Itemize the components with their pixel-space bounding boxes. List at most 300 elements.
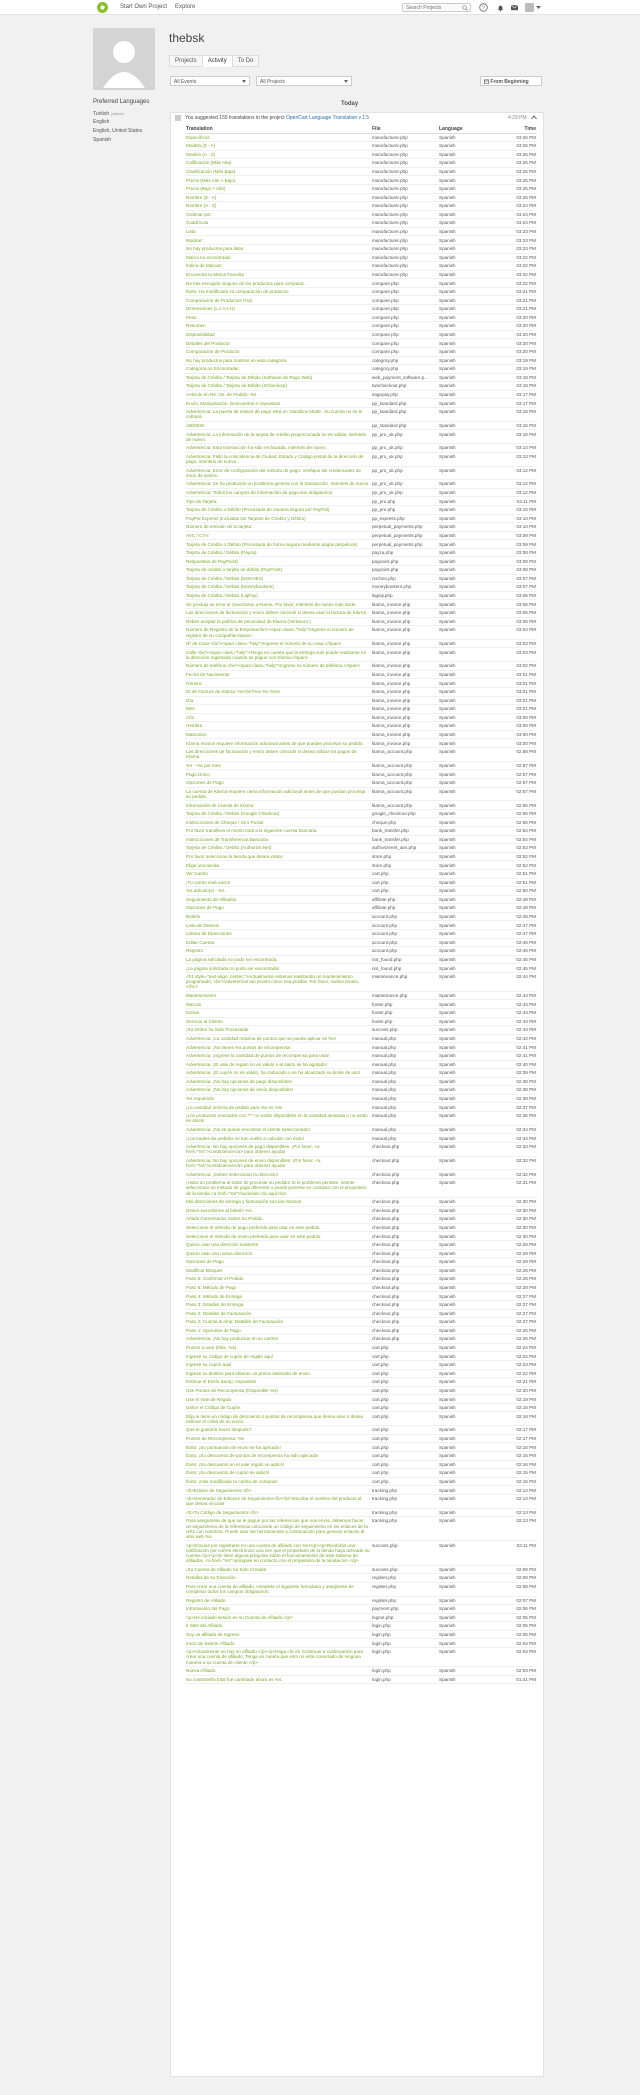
- translation-time: 02:57 PM: [498, 761, 537, 770]
- language-name: Spanish: [438, 722, 498, 731]
- file-name: pp_standard.php: [371, 408, 438, 422]
- table-row: [185, 818, 537, 827]
- translation-link[interactable]: ¡La página solicitada no pudo ser encontrada!: [185, 964, 371, 973]
- translation-link[interactable]: ¡Los totales de pedidos se han vuelto a calcular con éxito!: [185, 1134, 371, 1143]
- table-row: [185, 339, 537, 348]
- translation-time: 03:01 PM: [498, 687, 537, 696]
- translation-link[interactable]: Tarjeta de Crédito / Débito (NOCHEX): [185, 574, 371, 583]
- translation-link[interactable]: ¡La cantidad mínima de pedido para %s es %s!: [185, 1103, 371, 1112]
- translation-link[interactable]: Tarjeta de Crédito o Débito (Procesada de forma segura mediante pagos perpetuos): [185, 540, 371, 549]
- translation-link[interactable]: Nombre (Z - A): [185, 193, 371, 202]
- translation-link[interactable]: Por favor transfiera el monto total a la siguiente cuenta bancaria.: [185, 827, 371, 836]
- avatar-placeholder-icon: [93, 28, 155, 90]
- translation-link[interactable]: Mostrar:: [185, 236, 371, 245]
- translation-link[interactable]: Modificar Bloques: [185, 1266, 371, 1275]
- tab-to-do[interactable]: To Do: [232, 55, 260, 67]
- translation-time: 03:26 PM: [498, 133, 537, 142]
- translation-link[interactable]: Encuentra tu Marca Favorita: [185, 270, 371, 279]
- translation-link[interactable]: Marcas: [185, 1000, 371, 1009]
- search-icon[interactable]: [462, 5, 468, 11]
- file-name: manual.php: [371, 1034, 438, 1043]
- table-row: [185, 262, 537, 271]
- translation-link[interactable]: Editar Cuenta: [185, 938, 371, 947]
- table-row: [185, 679, 537, 688]
- language-name: Spanish: [438, 1434, 498, 1443]
- file-name: checkout.php: [371, 1249, 438, 1258]
- translation-link[interactable]: ¡Tu carrito está vacío!: [185, 878, 371, 887]
- translation-link[interactable]: Paso 6: Confirmar el Pedido: [185, 1275, 371, 1284]
- translation-link[interactable]: Peso: [185, 313, 371, 322]
- translation-time: 02:16 PM: [498, 1460, 537, 1469]
- translation-link[interactable]: Ingrese su cupón aquí: [185, 1361, 371, 1370]
- translation-link[interactable]: No has escogido ninguno de los productos para comparar.: [185, 279, 371, 288]
- translation-link[interactable]: ID de Factura de Klarna: %s<br/>%s %s.%s%: [185, 687, 371, 696]
- translation-link[interactable]: Fecha de Nacimiento: [185, 670, 371, 679]
- translation-link[interactable]: Cuadrícula: [185, 219, 371, 228]
- file-name: checkout.php: [371, 1326, 438, 1335]
- translation-link[interactable]: Calle <br/><span class="help">Tenga en cuenta que la entrega solo puede realizarse en la dirección registrada cuando se pague con Klarna.</span>: [185, 648, 371, 662]
- language-name: Spanish: [438, 1043, 498, 1052]
- logo-icon[interactable]: [97, 2, 108, 13]
- table-row: [185, 761, 537, 770]
- translation-link[interactable]: Quiero usar una dirección existente: [185, 1240, 371, 1249]
- translation-time: 03:01 PM: [498, 670, 537, 679]
- translation-link[interactable]: Inicio de Sesión Afiliado: [185, 1639, 371, 1648]
- chevron-down-icon[interactable]: [536, 6, 541, 10]
- translation-link[interactable]: Ordenar por:: [185, 210, 371, 219]
- translation-link[interactable]: Calificación (Más Alta): [185, 159, 371, 168]
- file-name: cart.php: [371, 1452, 438, 1461]
- table-row: [185, 722, 537, 731]
- translation-link[interactable]: Éxito: ¡Su puntuación de envío se ha aplicado!: [185, 1443, 371, 1452]
- translation-link[interactable]: Paso 2: Detalles de Facturación: [185, 1309, 371, 1318]
- mail-icon[interactable]: [510, 3, 519, 12]
- translation-link[interactable]: Clasificación (Más Baja): [185, 167, 371, 176]
- translation-link[interactable]: Resumen: [185, 322, 371, 331]
- translation-time: 03:12 PM: [498, 466, 537, 480]
- profile-page: [93, 15, 544, 2095]
- translation-link[interactable]: Puntos de Recompensa: %s: [185, 1434, 371, 1443]
- translation-link[interactable]: Específicos: [185, 133, 371, 142]
- search-input[interactable]: [403, 4, 459, 11]
- translation-link[interactable]: Número de emisión de la tarjeta:: [185, 523, 371, 532]
- table-row: [185, 557, 537, 566]
- translation-link[interactable]: Puntos a usar (Máx. %s): [185, 1343, 371, 1352]
- language-name: Spanish: [438, 852, 498, 861]
- translation-link[interactable]: Paso 1: Opciones de Pago: [185, 1326, 371, 1335]
- language-name: Spanish: [438, 1541, 498, 1565]
- language-name: Spanish: [438, 1170, 498, 1179]
- events-select[interactable]: [170, 76, 250, 86]
- language-name: Spanish: [438, 1596, 498, 1605]
- translation-link[interactable]: ¡Los productos marcados con *** no están disponibles en la cantidad deseada o no están en stock!: [185, 1111, 371, 1125]
- translation-link[interactable]: %s requerido!: [185, 1094, 371, 1103]
- translation-time: 02:16 PM: [498, 1452, 537, 1461]
- translation-link[interactable]: Use Puntos de Recompensa (Disponible %s): [185, 1386, 371, 1395]
- translation-link[interactable]: <h1 style="text-align: center;">Actualmente estamos realizando un mantenimiento programado. <br/>Volveremos tan pronto como sea posible. Por favor, vuelva pronto.</h1>: [185, 972, 371, 991]
- translation-link[interactable]: Instrucciones de Cheque / Giro Postal: [185, 818, 371, 827]
- translation-time: 02:42 PM: [498, 1034, 537, 1043]
- file-name: manual.php: [371, 1077, 438, 1086]
- translation-link[interactable]: Advertencia: ¡No hay productos en su carrito!: [185, 1335, 371, 1344]
- translation-link[interactable]: Dimensiones (L x A x H): [185, 305, 371, 314]
- translation-link[interactable]: Ingrese su código de cupón de regalo aquí: [185, 1352, 371, 1361]
- translation-link[interactable]: Ingrese su destino para obtener un precio estimado de envío.: [185, 1369, 371, 1378]
- translation-link[interactable]: Disponibilidad: [185, 330, 371, 339]
- table-row: [185, 687, 537, 696]
- translation-link[interactable]: Opciones de Pago: [185, 1258, 371, 1267]
- translation-time: 02:29 PM: [498, 1240, 537, 1249]
- translation-link[interactable]: Marca no encontrada!: [185, 253, 371, 262]
- translation-link[interactable]: Tarjeta de crédito o tarjeta de débito (PayPoint): [185, 566, 371, 575]
- translation-link[interactable]: Modelo (A - Z): [185, 150, 371, 159]
- translation-link[interactable]: Elige una tienda: [185, 861, 371, 870]
- translation-link[interactable]: Qué le gustaría hacer después?: [185, 1426, 371, 1435]
- translation-link[interactable]: Nº de Casa <br/><span class="help">Ingrese el número de su casa.</span>: [185, 639, 371, 648]
- translation-link[interactable]: Tarjeta de Crédito / Débito (Authorize.Net): [185, 844, 371, 853]
- translation-link[interactable]: Paso 2: Cuenta & amp; Detalles de Facturación: [185, 1318, 371, 1327]
- translation-link[interactable]: Éxito: ¡Su descuento de cupón se aplicó!: [185, 1469, 371, 1478]
- translation-link[interactable]: Advertencia: ¡Debes seleccionar la dirección!: [185, 1170, 371, 1179]
- table-row: [185, 1469, 537, 1478]
- chevron-up-icon[interactable]: [531, 115, 537, 120]
- table-row: [185, 365, 537, 374]
- column-header-time: Time: [498, 125, 537, 133]
- table-row: [185, 809, 537, 818]
- translation-link[interactable]: Mantenimiento: [185, 991, 371, 1000]
- translation-link[interactable]: Para asegurarse de que se le pague por las referencias que nos envía, debemos hacer un seguimiento de la referencia colocando un código de seguimiento en los enlaces de la URL con nosotros. Puede usar las herramientas a continuación para generar enlaces al sitio web %s.: [185, 1517, 371, 1541]
- translation-link[interactable]: Debes aceptar la política de privacidad de Klarna (Ver&euro;): [185, 617, 371, 626]
- tab-activity[interactable]: Activity: [202, 55, 233, 67]
- language-name: Spanish: [438, 488, 498, 497]
- file-name: cart.php: [371, 1443, 438, 1452]
- translation-link[interactable]: Año: [185, 713, 371, 722]
- table-row: [185, 778, 537, 787]
- language-name: Spanish: [438, 523, 498, 532]
- table-row: [185, 1675, 537, 1684]
- translation-time: 02:43 PM: [498, 1026, 537, 1035]
- translation-link[interactable]: Mes: [185, 705, 371, 714]
- translation-link[interactable]: Información de Cuenta de Klarna: [185, 801, 371, 810]
- translation-link[interactable]: Advertencia: ¡No se puede encontrar el cliente seleccionado!: [185, 1125, 371, 1134]
- translation-link[interactable]: Advertencia: Todos los campos de información de pago son obligatorios.: [185, 488, 371, 497]
- translation-link[interactable]: Tarjeta de Crédito o Débito (Procesada de manera segura por PayPal): [185, 506, 371, 515]
- translation-link[interactable]: Éxito: Ha modificado su comparación de producto!: [185, 287, 371, 296]
- translation-link[interactable]: Las direcciones de facturación y envío deben coincidir si desea usar la factura de Klarna: [185, 608, 371, 617]
- language-name: Spanish: [438, 1565, 498, 1574]
- file-name: klarna_account.php: [371, 801, 438, 810]
- translation-link[interactable]: Advertencia: La puerta de enlace de pago está en 'Sandbox Mode'. Su cuenta no se le cobrará.: [185, 408, 371, 422]
- tab-projects[interactable]: Projects: [169, 55, 203, 67]
- table-row: [185, 1426, 537, 1435]
- translation-time: 02:46 PM: [498, 947, 537, 956]
- translation-link[interactable]: Comparación de Productos (%s): [185, 296, 371, 305]
- translation-link[interactable]: Lista: [185, 227, 371, 236]
- language-name: Spanish: [438, 1266, 498, 1275]
- file-name: manual.php: [371, 1069, 438, 1078]
- language-name: Spanish: [438, 1477, 498, 1486]
- nav-start-own-project[interactable]: Start Own Project: [120, 4, 168, 10]
- translation-link[interactable]: Detalles del Producto: [185, 339, 371, 348]
- translation-link[interactable]: <p>Actualmente no hay un afiliado.</p><p>Haga clic en Continuar a continuación para crear una cuenta de afiliado. Tenga en cuenta que esto no está conectado de ninguna manera a su cuenta de cliente.</p>: [185, 1648, 371, 1667]
- translation-link[interactable]: %s - %s por mes: [185, 761, 371, 770]
- translation-link[interactable]: La página solicitada no pudo ser encontrada.: [185, 955, 371, 964]
- table-row: [185, 322, 537, 331]
- top-bar: [0, 0, 640, 15]
- language-name: Spanish: [438, 648, 498, 662]
- translation-time: 02:14 PM: [498, 1494, 537, 1508]
- chevron-down-icon: [344, 80, 348, 83]
- language-name: Spanish: [438, 540, 498, 549]
- translation-link[interactable]: Las direcciones de facturación y envío deben coincidir si desea utilizar los pagos de Klarna: [185, 748, 371, 762]
- translation-link[interactable]: Tipo de Tarjeta:: [185, 497, 371, 506]
- translation-time: 02:21 PM: [498, 1378, 537, 1387]
- file-name: store.php: [371, 852, 438, 861]
- file-name: account.php: [371, 947, 438, 956]
- projects-select-value: All Projects: [260, 79, 286, 85]
- translation-link[interactable]: AB/DEW: [185, 421, 371, 430]
- translation-link[interactable]: Paso 5: Método de Pago: [185, 1283, 371, 1292]
- translation-link[interactable]: Advertencia: Se ha producido un problema general con la transacción. Inténtelo de nuevo.: [186, 481, 370, 487]
- translation-link[interactable]: Advertencia: ¡No hay opciones de pago disponibles!: [185, 1077, 371, 1086]
- translation-link[interactable]: <p>Gracias por registrarte en una cuenta de afiliado con %s!</p><p>Recibirás una notificación por correo electrónico una vez que el propietario de la tienda haya activado su cuenta.</p><p>Si tiene alguna pregunta sobre el funcionamiento de este sistema de afiliados, <a href="%s">póngase en contacto con el propietario de la tienda</a>.</p>: [186, 1542, 370, 1564]
- translation-link[interactable]: %s artículo(s) - %s: [185, 887, 371, 896]
- translation-link[interactable]: Advertencia: No hay opciones de pago disponibles. ¡Por favor, <a href="%s">contáctenos</a> para obtener ayuda!: [185, 1142, 371, 1156]
- translation-link[interactable]: Boletín: [185, 912, 371, 921]
- language-name: Spanish: [438, 339, 498, 348]
- language-name: Spanish: [438, 245, 498, 254]
- translation-time: 03:25 PM: [498, 176, 537, 185]
- translation-time: 02:26 PM: [498, 1326, 537, 1335]
- table-row: [185, 1622, 537, 1631]
- table-row: [185, 279, 537, 288]
- translation-link[interactable]: Pago Único: [185, 770, 371, 779]
- translation-link[interactable]: Advertencia: Error de configuración del método de pago. Verifique las credenciales de inicio de sesión.: [185, 466, 371, 480]
- search-box[interactable]: [402, 3, 471, 12]
- translation-link[interactable]: Extras: [185, 1009, 371, 1018]
- help-icon[interactable]: [479, 3, 488, 12]
- language-name: Spanish: [438, 626, 498, 640]
- translation-link[interactable]: Estimar el Envío &amp; Impuestos: [185, 1378, 371, 1387]
- translation-link[interactable]: Éxito: ¡Has modificado tu carrito de compras!: [185, 1477, 371, 1486]
- nav-explore[interactable]: Explore: [175, 4, 196, 10]
- language-name: Spanish: [438, 150, 498, 159]
- translation-link[interactable]: Advertencia: ¡No tienes %s puntos de recompensa!: [185, 1043, 371, 1052]
- translation-link[interactable]: Añadir Comentarios Sobre Su Pedido: [185, 1215, 371, 1224]
- file-name: login.php: [371, 1667, 438, 1676]
- translation-link[interactable]: Número de Registro de la Empresa<br/><span class="help">Ingrese el número de registro de su compañía</span>: [185, 626, 371, 640]
- translation-link[interactable]: <b>Generador de Enlaces de Seguimiento</b><br/>Escriba el nombre del producto al que desea vincular: [185, 1494, 371, 1508]
- translation-link[interactable]: Su contraseña total fue cambiado ahora es %s.: [185, 1675, 371, 1684]
- translation-link[interactable]: Instrucciones de Transferencia Bancaria: [185, 835, 371, 844]
- translation-link[interactable]: Nombre (A - Z): [185, 202, 371, 211]
- profile-username: thebsk: [169, 31, 205, 45]
- translation-link[interactable]: Klarna Invoice requiere información adicional antes de que pueden procesar su pedido.: [185, 739, 371, 748]
- translation-link[interactable]: Advertencia: No hay opciones de envío disponibles. ¡Por favor, <a href="%s">contáctenos</a> para obtener ayuda!: [185, 1156, 371, 1170]
- translation-link[interactable]: Advertencia: Esta transacción ha sido rechazada, inténtelo de nuevo.: [185, 444, 371, 453]
- translation-link[interactable]: <b>Tu Código de Seguimiento:</b>: [185, 1508, 371, 1517]
- language-name: Spanish: [438, 955, 498, 964]
- bell-icon[interactable]: [496, 3, 505, 12]
- translation-link[interactable]: Para crear una cuenta de afiliado, complete el siguiente formulario y asegúrese de completar todos los campos obligatorios:: [185, 1582, 371, 1596]
- table-row: [185, 1094, 537, 1103]
- translation-link[interactable]: Anticulo en Re: No. de Pedido: %s: [185, 390, 371, 399]
- language-name: Spanish: [438, 390, 498, 399]
- translation-time: 03:26 PM: [498, 150, 537, 159]
- translation-link[interactable]: Advertencia: ¡El cupón no es válido, ha caducado o se ha alcanzado su límite de uso!: [185, 1069, 371, 1078]
- translation-time: 02:38 PM: [498, 1077, 537, 1086]
- table-row: [185, 972, 537, 991]
- translation-link[interactable]: Advertencia: ¡No hay opciones de envío disponibles!: [185, 1086, 371, 1095]
- translation-link[interactable]: Opciones de Pago: [185, 778, 371, 787]
- user-avatar[interactable]: [525, 3, 534, 12]
- translation-link[interactable]: No hay productos para mostrar en esta categoría.: [185, 356, 371, 365]
- file-name: cart.php: [371, 1469, 438, 1478]
- table-row: [185, 1403, 537, 1412]
- translation-link[interactable]: Servicio al Cliente: [185, 1017, 371, 1026]
- translation-link[interactable]: Tarjeta de Crédito / Débito (LiqPay): [185, 591, 371, 600]
- table-row: [185, 1517, 537, 1541]
- translation-link[interactable]: Precio (Más Alto > Bajo): [185, 176, 371, 185]
- file-name: web_payment_software.p...: [371, 373, 438, 382]
- table-row: [185, 1134, 537, 1143]
- translation-link[interactable]: Use el Vale de Regalo: [185, 1395, 371, 1404]
- translation-time: 02:52 PM: [498, 852, 537, 861]
- translation-link[interactable]: Seleccione el método de pago preferido para usar en este pedido.: [185, 1223, 371, 1232]
- translation-link[interactable]: <b>Enlace de Seguimiento:</b>: [185, 1486, 371, 1495]
- translation-link[interactable]: Quiero usar una nueva dirección: [185, 1249, 371, 1258]
- table-row: [185, 1198, 537, 1207]
- language-name: Spanish: [438, 176, 498, 185]
- translation-link[interactable]: La cuenta de Klarna requiere cierta información adicional antes de que puedan procesar su pedido.: [185, 787, 371, 801]
- language-name: Spanish: [438, 313, 498, 322]
- language-name: Spanish: [438, 1069, 498, 1078]
- language-name: Spanish: [438, 705, 498, 714]
- translation-link[interactable]: Nueva Afiliado: [185, 1667, 371, 1676]
- translation-link[interactable]: Mis direcciones de entrega y facturación son las mismas.: [185, 1198, 371, 1207]
- translation-link[interactable]: Ver Carrito: [185, 869, 371, 878]
- translation-link[interactable]: Advertencia: ¡Ingrese la cantidad de puntos de recompensa para usar!: [185, 1051, 371, 1060]
- translation-link[interactable]: Registro: [185, 947, 371, 956]
- translation-link[interactable]: Seleccione el método de envío preferido para usar en este pedido.: [185, 1232, 371, 1241]
- translation-time: 03:24 PM: [498, 219, 537, 228]
- language-name: Spanish: [438, 296, 498, 305]
- file-name: manual.php: [371, 1051, 438, 1060]
- translation-time: 03:19 PM: [498, 365, 537, 374]
- table-row: [185, 617, 537, 626]
- table-row: [185, 895, 537, 904]
- file-name: not_found.php: [371, 955, 438, 964]
- file-name: checkout.php: [371, 1142, 438, 1156]
- translation-link[interactable]: Paso 4: Método de Entrega: [185, 1292, 371, 1301]
- translation-link[interactable]: ¡Hubo un problema al tratar de procesar su pedido! Si el problema persiste, intente seleccionar un método de pago diferente o puede ponerse en contacto con el propietario de la tienda <a href="%s">haciendo clic aquí</a>.: [185, 1179, 371, 1198]
- time-range-select[interactable]: [480, 76, 542, 86]
- translation-link[interactable]: Número de teléfono <br/><span class="help">Ingrese su número de teléfono.</span>: [185, 662, 371, 671]
- translation-link[interactable]: Opciones de Pago: [185, 904, 371, 913]
- translation-link[interactable]: Tarjeta de Crédito / Débito (Payza): [185, 548, 371, 557]
- translation-link[interactable]: No hay productos para listar.: [185, 245, 371, 254]
- language-name: Spanish: [438, 497, 498, 506]
- table-row: [185, 452, 537, 466]
- translation-link[interactable]: <p>He iniciado sesión en su Cuenta de Afiliado.</p>: [185, 1613, 371, 1622]
- translation-link[interactable]: Día: [185, 696, 371, 705]
- language-name: Spanish: [438, 430, 498, 444]
- translation-link[interactable]: Soy un afiliado de regreso: [185, 1630, 371, 1639]
- translation-link[interactable]: Se produjo un error al conectarse a Klarna. Por favor, inténtelo de nuevo más tarde.: [185, 600, 371, 609]
- translation-link[interactable]: ¡Su Orden ha Sido Procesada!: [185, 1026, 371, 1035]
- translation-link[interactable]: Éxito: ¡Su descuento de puntos de recompensa ha sido aplicado!: [185, 1452, 371, 1461]
- translation-link[interactable]: Respuestas de PayPoint): [185, 557, 371, 566]
- translation-link[interactable]: Tarjeta de Crédito / Débito (Google Checkout): [185, 809, 371, 818]
- translation-link[interactable]: Deseo suscribirme al boletín %s.: [185, 1206, 371, 1215]
- file-name: checkout.php: [371, 1258, 438, 1267]
- language-item: [93, 136, 142, 145]
- translation-link[interactable]: Lista de Deseos: [185, 921, 371, 930]
- translation-link[interactable]: Envío, Manipulación, Descuentos e Impuestos: [185, 399, 371, 408]
- column-header-translation: Translation: [185, 125, 371, 133]
- translation-link[interactable]: Categoría no Encontrada!: [185, 365, 371, 374]
- translation-link[interactable]: Seguimiento de Afiliados: [185, 895, 371, 904]
- language-name: Spanish: [438, 466, 498, 480]
- language-name: Spanish: [438, 972, 498, 991]
- translation-link[interactable]: Masculino: [185, 730, 371, 739]
- translation-link[interactable]: Comparación de Producto: [185, 347, 371, 356]
- language-name: Spanish: [438, 600, 498, 609]
- translation-link[interactable]: Precio (Bajo > Alto): [185, 184, 371, 193]
- translation-link[interactable]: Libreta de Direcciones: [185, 930, 371, 939]
- translation-link[interactable]: AVC / CVV:: [185, 531, 371, 540]
- translation-link[interactable]: Tarjeta de Crédito / Débito (Moneybookers): [185, 583, 371, 592]
- file-name: perpetual_payments.php: [371, 523, 438, 532]
- translation-link[interactable]: Advertencia: La información de la tarjeta de crédito proporcionada no es válida, inténtelo de nuevo.: [185, 430, 371, 444]
- translation-link[interactable]: Hembra: [185, 722, 371, 731]
- language-name: Spanish: [438, 1622, 498, 1631]
- translation-link[interactable]: Modelo (Z - A): [185, 142, 371, 151]
- translation-link[interactable]: Advertencia: ¡El vale de regalo no es válido o el saldo se ha agotado!: [185, 1060, 371, 1069]
- translation-time: 03:08 PM: [498, 557, 537, 566]
- translation-link[interactable]: Advertencia: Falló la coincidencia de Ciudad, Estado y Código postal de la dirección de pago, inténtelo de nuevo.: [185, 452, 371, 466]
- translation-link[interactable]: Registro de Afiliado: [185, 1596, 371, 1605]
- translation-time: 02:03 PM: [498, 1667, 537, 1676]
- translation-link[interactable]: Ir Mes del Afiliado: [185, 1622, 371, 1631]
- file-name: klarna_account.php: [371, 778, 438, 787]
- translation-link[interactable]: Utilice el Código de Cupón: [185, 1403, 371, 1412]
- translation-link[interactable]: Advertencia: ¡La cantidad máxima de puntos que se puede aplicar es %s!: [185, 1034, 371, 1043]
- file-name: checkout.php: [371, 1223, 438, 1232]
- translation-link[interactable]: Detalles de su Dirección: [185, 1574, 371, 1583]
- project-link[interactable]: OpenCart Language Translation v.1.5: [286, 115, 370, 121]
- translation-link[interactable]: Tarjeta de Crédito / Tarjeta de Débito (2Checkout): [185, 382, 371, 391]
- translation-link[interactable]: Elija si tiene un código de descuento o puntos de recompensa que desea usar o desea estimar el costo de su envío.: [185, 1412, 371, 1426]
- translation-link[interactable]: Información del Pago: [185, 1605, 371, 1614]
- language-name: Spanish: [438, 1426, 498, 1435]
- file-name: cart.php: [371, 1434, 438, 1443]
- language-name: Spanish: [438, 133, 498, 142]
- translation-link[interactable]: Tarjeta de Crédito / Tarjeta de Débito (Software de Pago Web): [185, 373, 371, 382]
- file-name: cart.php: [371, 1343, 438, 1352]
- translation-link[interactable]: Éxito: ¡Su descuento en el vale regalo se aplicó!: [185, 1460, 371, 1469]
- table-row: [185, 1369, 537, 1378]
- projects-select[interactable]: [256, 76, 352, 86]
- translation-link[interactable]: Índice de Marcas:: [185, 262, 371, 271]
- language-name: Spanish: [438, 1667, 498, 1676]
- translation-link[interactable]: PayPal Express (incluidas las Tarjetas de Crédito y Débito): [185, 514, 371, 523]
- translation-link[interactable]: ¡Su Cuenta de Afiliado ha Sido Creada!: [185, 1565, 371, 1574]
- translation-link[interactable]: Por favor seleccione la tienda que desea visitar.: [185, 852, 371, 861]
- translation-time: 02:30 PM: [498, 1198, 537, 1207]
- translation-link[interactable]: Paso 3: Detalles de Entrega: [185, 1300, 371, 1309]
- translation-link[interactable]: Género:: [185, 679, 371, 688]
